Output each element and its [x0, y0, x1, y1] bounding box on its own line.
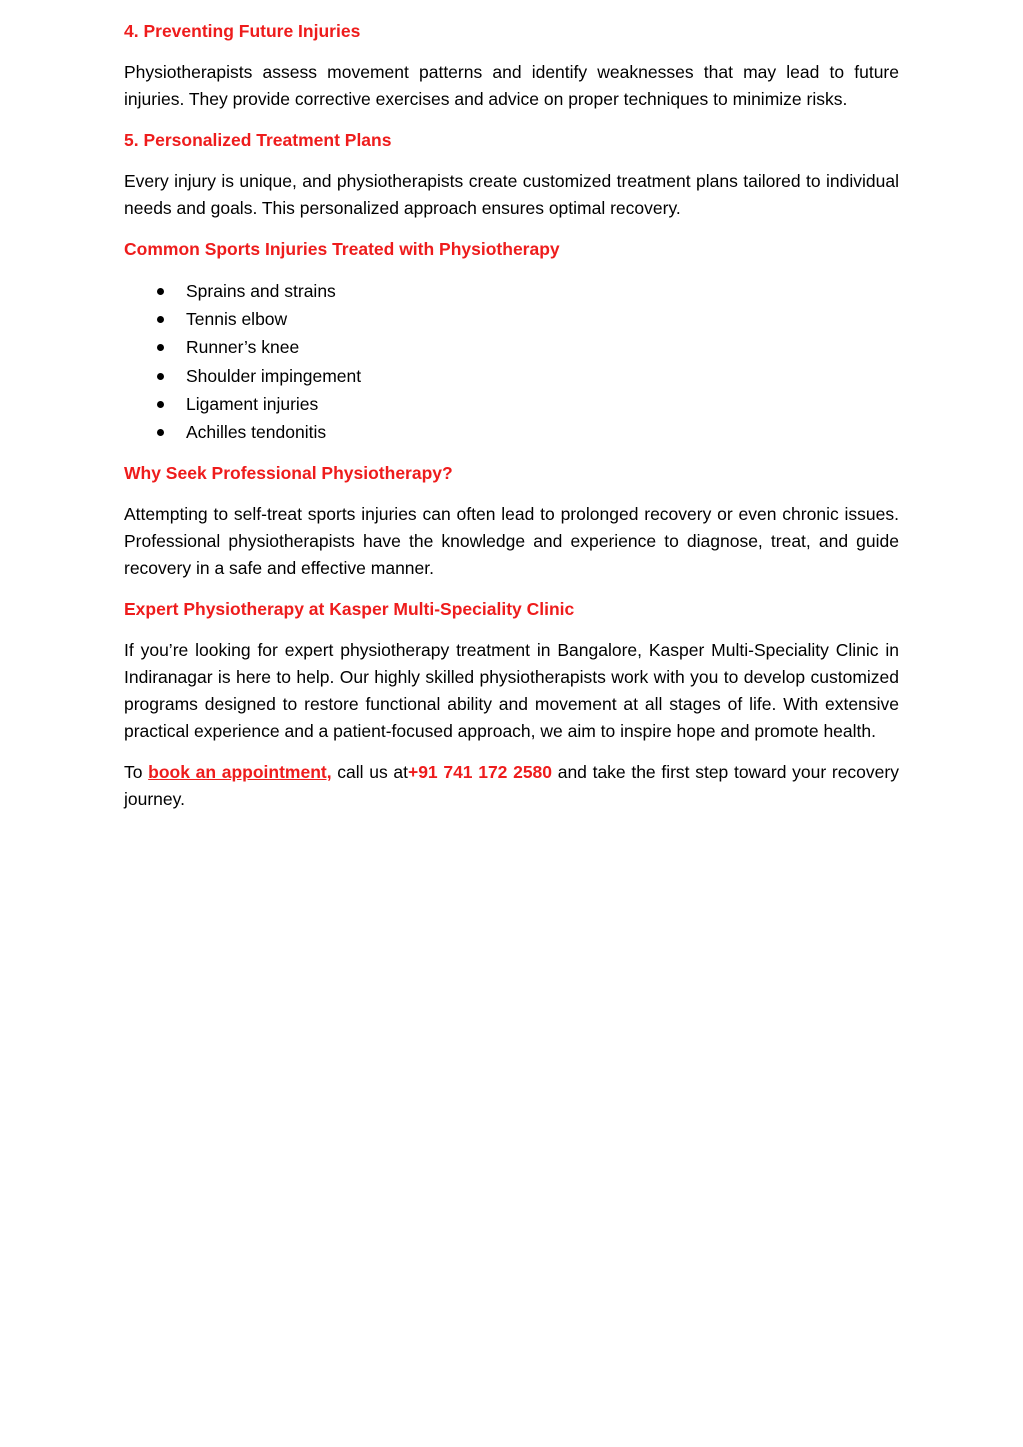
cta-prefix: To [124, 762, 149, 783]
list-item-label: Achilles tendonitis [186, 421, 327, 442]
bullet-icon [157, 373, 164, 380]
list-item-label: Sprains and strains [186, 281, 336, 301]
section-body-why-seek: Attempting to self-treat sports injuries can often lead to prolonged recovery or even chronic issues. Professional physiotherapists have the knowledge and experience to diagnose, treat, and guide recovery in a safe and effective manner. [124, 504, 899, 579]
bullet-icon [157, 288, 164, 295]
section-heading-preventing: 4. Preventing Future Injuries [124, 21, 361, 41]
list-item [124, 333, 899, 361]
section-body-personalized: Every injury is unique, and physiotherapists create customized treatment plans tailored to individual needs and goals. This personalized approach ensures optimal recovery. [124, 171, 899, 218]
section-heading-common-injuries: Common Sports Injuries Treated with Physiotherapy [124, 239, 560, 259]
list-item-label: Shoulder impingement [186, 365, 362, 386]
bullet-icon [157, 316, 164, 323]
list-item-label: Tennis elbow [186, 309, 288, 330]
bullet-icon [157, 401, 164, 408]
bullet-icon [157, 429, 164, 436]
injury-list [124, 277, 899, 446]
list-item-label: Runner’s knee [186, 337, 300, 358]
book-appointment-link[interactable]: book an appointment, [148, 762, 332, 783]
phone-number: +91 741 172 2580 [407, 762, 553, 783]
list-item [124, 362, 899, 390]
cta-paragraph [124, 759, 899, 813]
section-heading-why-seek: Why Seek Professional Physiotherapy? [124, 463, 453, 484]
section-heading-expert: Expert Physiotherapy at Kasper Multi-Speciality Clinic [124, 599, 575, 620]
section-body-preventing: Physiotherapists assess movement patterns and identify weaknesses that may lead to future injuries. They provide corrective exercises and advice on proper techniques to minimize risks. [124, 62, 899, 109]
document-page [124, 18, 899, 827]
section-body-expert: If you’re looking for expert physiotherapy treatment in Bangalore, Kasper Multi-Speciality Clinic in Indiranagar is here to help. Our highly skilled physiotherapists work with you to develop customized programs designed to restore functional ability and movement at all stages of life. With extensive practical experience and a patient-focused approach, we aim to inspire hope and promote health. [124, 640, 899, 742]
bullet-icon [157, 344, 164, 351]
list-item [124, 305, 899, 333]
list-item-label: Ligament injuries [186, 393, 319, 414]
list-item [124, 390, 899, 418]
cta-suffix: and take the first step toward your recovery journey. [124, 762, 899, 810]
list-item [124, 277, 899, 305]
cta-middle: call us at [331, 762, 408, 783]
list-item [124, 418, 899, 446]
section-heading-personalized: 5. Personalized Treatment Plans [124, 130, 392, 150]
